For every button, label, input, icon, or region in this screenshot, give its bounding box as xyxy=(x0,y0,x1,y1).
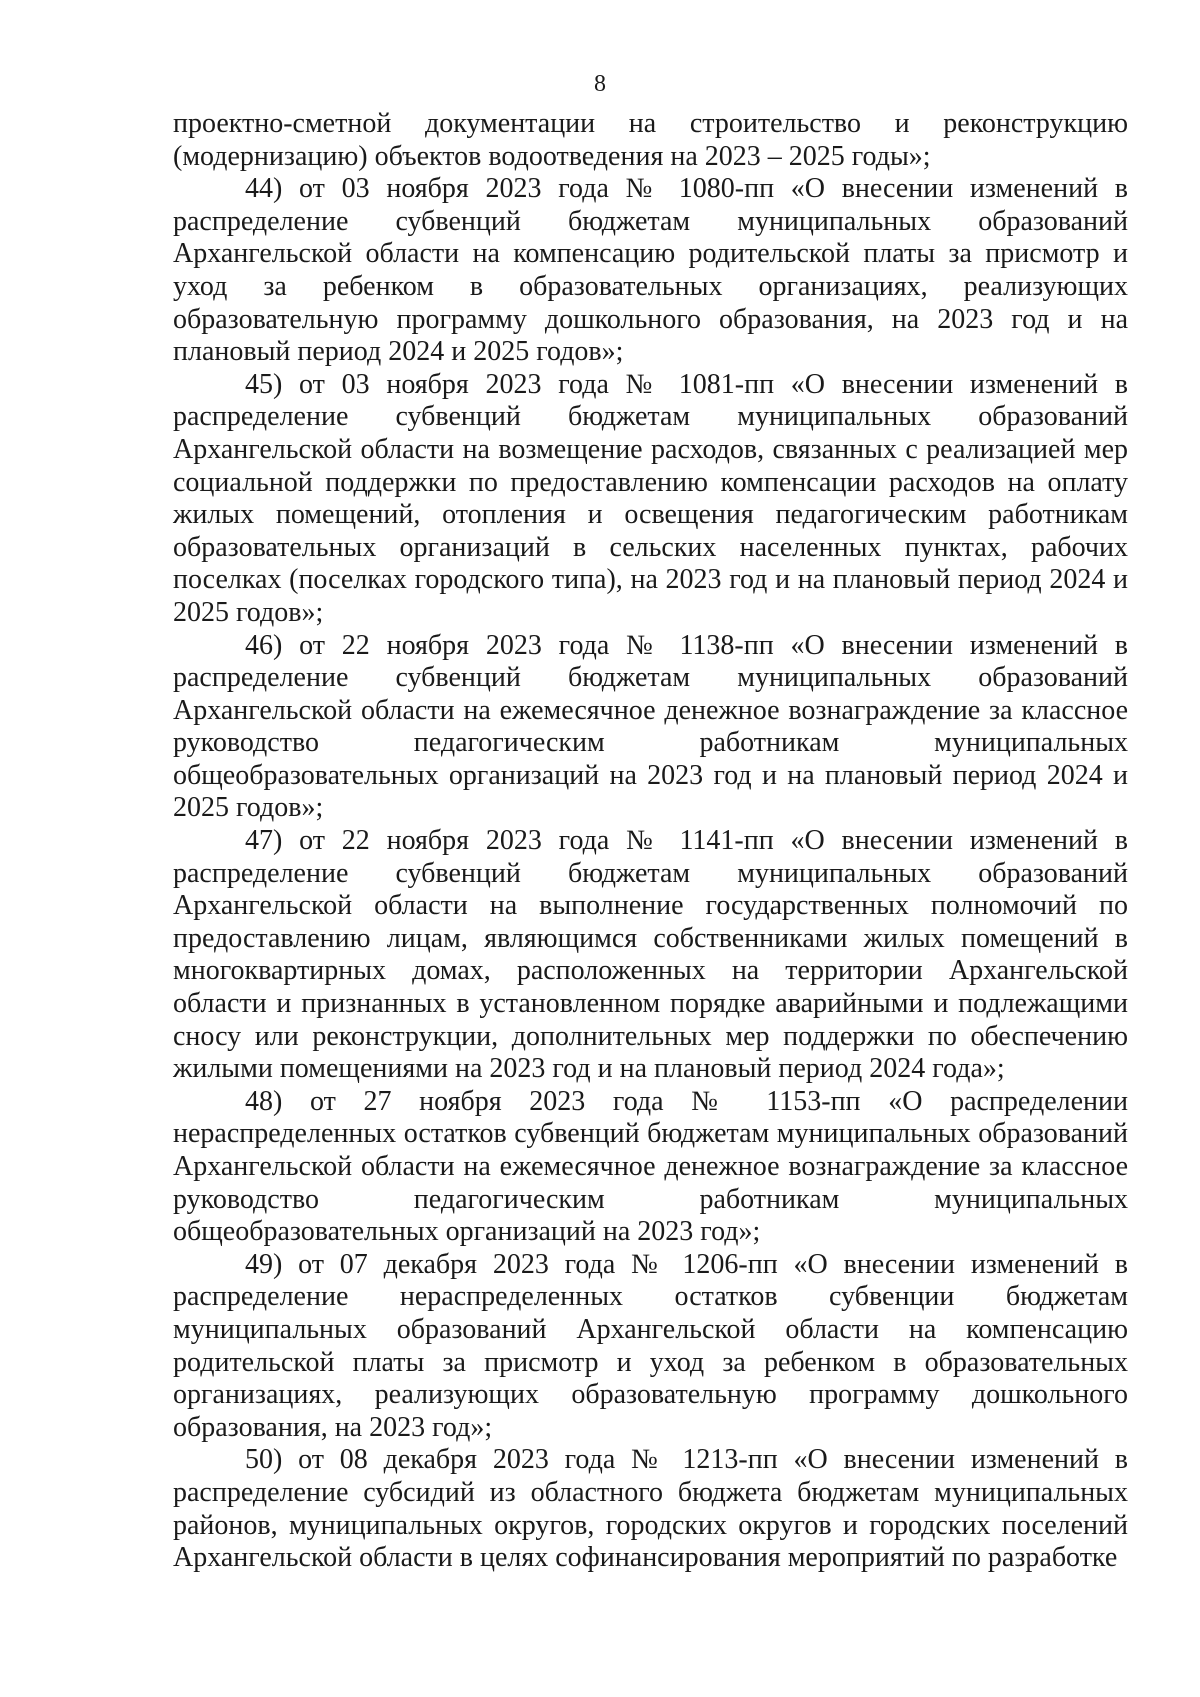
document-body xyxy=(173,108,1128,1575)
list-item-45: 45) от 03 ноября 2023 года № 1081-пп «О внесении изменений в распределение субвенций бюджетам муниципальных образований Архангельской области на возмещение расходов, связанных с реализацией мер социальной поддержки по предоставлению компенсации расходов на оплату жилых помещений, отопления и освещения педагогическим работникам образовательных организаций в сельских населенных пунктах, рабочих поселках (поселках городского типа), на 2023 год и на плановый период 2024 и 2025 годов»; xyxy=(173,368,1128,628)
list-item-48: 48) от 27 ноября 2023 года № 1153-пп «О распределении нераспределенных остатков субвенций бюджетам муниципальных образований Архангельской области на ежемесячное денежное вознаграждение за классное руководство педагогическим работникам муниципальных общеобразовательных организаций на 2023 год»; xyxy=(173,1085,1128,1248)
page-number: 8 xyxy=(594,71,606,97)
list-item-47: 47) от 22 ноября 2023 года № 1141-пп «О внесении изменений в распределение субвенций бюджетам муниципальных образований Архангельской области на выполнение государственных полномочий по предоставлению лицам, являющимся собственниками жилых помещений в многоквартирных домах, расположенных на территории Архангельской области и признанных в установленном порядке аварийными и подлежащими сносу или реконструкции, дополнительных мер поддержки по обеспечению жилыми помещениями на 2023 год и на плановый период 2024 года»; xyxy=(173,825,1128,1085)
list-item-50: 50) от 08 декабря 2023 года № 1213-пп «О внесении изменений в распределение субсидий из областного бюджета бюджетам муниципальных районов, муниципальных округов, городских округов и городских поселений Архангельской области в целях софинансирования мероприятий по разработке xyxy=(173,1444,1128,1574)
paragraph-continuation: проектно-сметной документации на строительство и реконструкцию (модернизацию) объектов водоотведения на 2023 – 2025 годы»; xyxy=(173,108,1128,172)
list-item-49: 49) от 07 декабря 2023 года № 1206-пп «О внесении изменений в распределение нераспределенных остатков субвенции бюджетам муниципальных образований Архангельской области на компенсацию родительской платы за присмотр и уход за ребенком в образовательных организациях, реализующих образовательную программу дошкольного образования, на 2023 год»; xyxy=(173,1248,1128,1443)
list-item-44: 44) от 03 ноября 2023 года № 1080-пп «О внесении изменений в распределение субвенций бюджетам муниципальных образований Архангельской области на компенсацию родительской платы за присмотр и уход за ребенком в образовательных организациях, реализующих образовательную программу дошкольного образования, на 2023 год и на плановый период 2024 и 2025 годов»; xyxy=(173,173,1128,368)
list-item-46: 46) от 22 ноября 2023 года № 1138-пп «О внесении изменений в распределение субвенций бюджетам муниципальных образований Архангельской области на ежемесячное денежное вознаграждение за классное руководство педагогическим работникам муниципальных общеобразовательных организаций на 2023 год и на плановый период 2024 и 2025 годов»; xyxy=(173,629,1128,824)
